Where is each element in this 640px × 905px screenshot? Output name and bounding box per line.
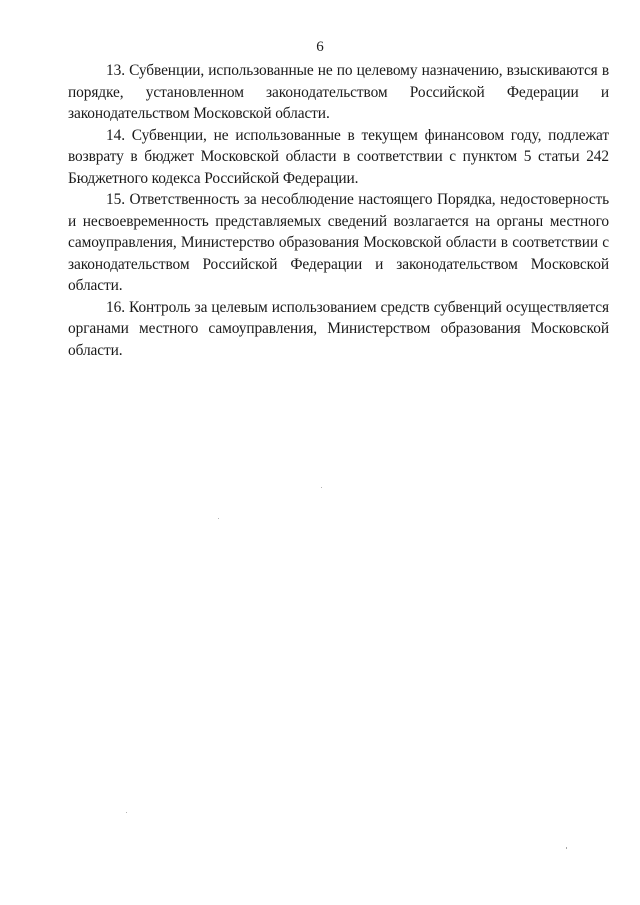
paragraph-13: 13. Субвенции, использованные не по целевому назначению, взыскиваются в порядке, установленном законодательством Российской Федерации и законодательством Московской области. xyxy=(68,62,609,122)
document-body xyxy=(68,60,609,361)
paragraph-14: 14. Субвенции, не использованные в текущем финансовом году, подлежат возврату в бюджет Московской области в соответствии с пунктом 5 статьи 242 Бюджетного кодекса Российской Федерации. xyxy=(68,126,609,187)
scan-speck xyxy=(218,518,219,519)
scan-speck xyxy=(321,487,322,488)
paragraph-16: 16. Контроль за целевым использованием средств субвенций осуществляется органами местного самоуправления, Министерством образования Московской области. xyxy=(68,298,609,359)
page-number: 6 xyxy=(316,39,324,55)
scan-speck xyxy=(566,847,567,849)
paragraph-15: 15. Ответственность за несоблюдение настоящего Порядка, недостоверность и несвоевременность представляемых сведений возлагается на органы местного самоуправления, Министерство образования Московской области в соответствии с законодательством Российской Федерации и законодательством Московской области. xyxy=(68,191,609,294)
scan-speck xyxy=(126,812,127,813)
